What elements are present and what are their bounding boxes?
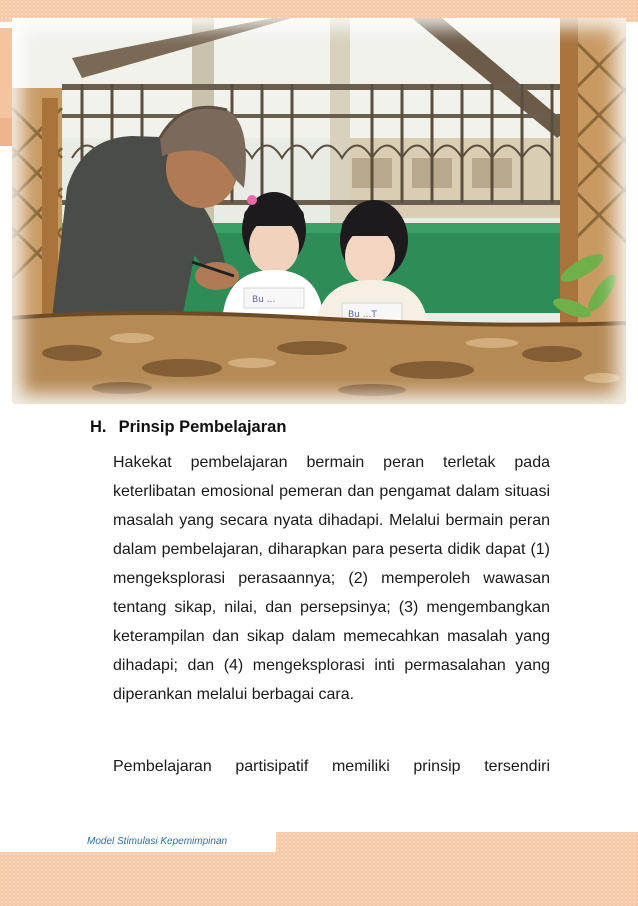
section-heading <box>90 418 286 437</box>
section-title: Prinsip Pembelajaran <box>118 418 287 436</box>
name-tag-right: Bu ...T <box>348 310 377 320</box>
paragraph-1: Hakekat pembelajaran bermain peran terletak pada keterlibatan emosional pemeran dan pengamat dalam situasi masalah yang secara nyata dihadapi. Melalui bermain peran dalam pembelajaran, diharapkan para peserta didik dapat (1) mengeksplorasi perasaannya; (2) memperoleh wawasan tentang sikap, nilai, dan persepsinya; (3) mengembangkan keterampilan dan sikap dalam memecahkan masalah yang dihadapi; dan (4) mengeksplorasi inti permasalahan yang diperankan melalui berbagai cara. <box>113 454 550 703</box>
section-number: H. <box>90 418 107 436</box>
illustration-photo <box>12 18 626 404</box>
name-tag-left: Bu ... <box>252 295 276 305</box>
paragraph-2: Pembelajaran partisipatif memiliki prinsip tersendiri <box>113 758 550 775</box>
footer-book-title: Model Stimulasi Kepemimpinan <box>87 836 228 847</box>
